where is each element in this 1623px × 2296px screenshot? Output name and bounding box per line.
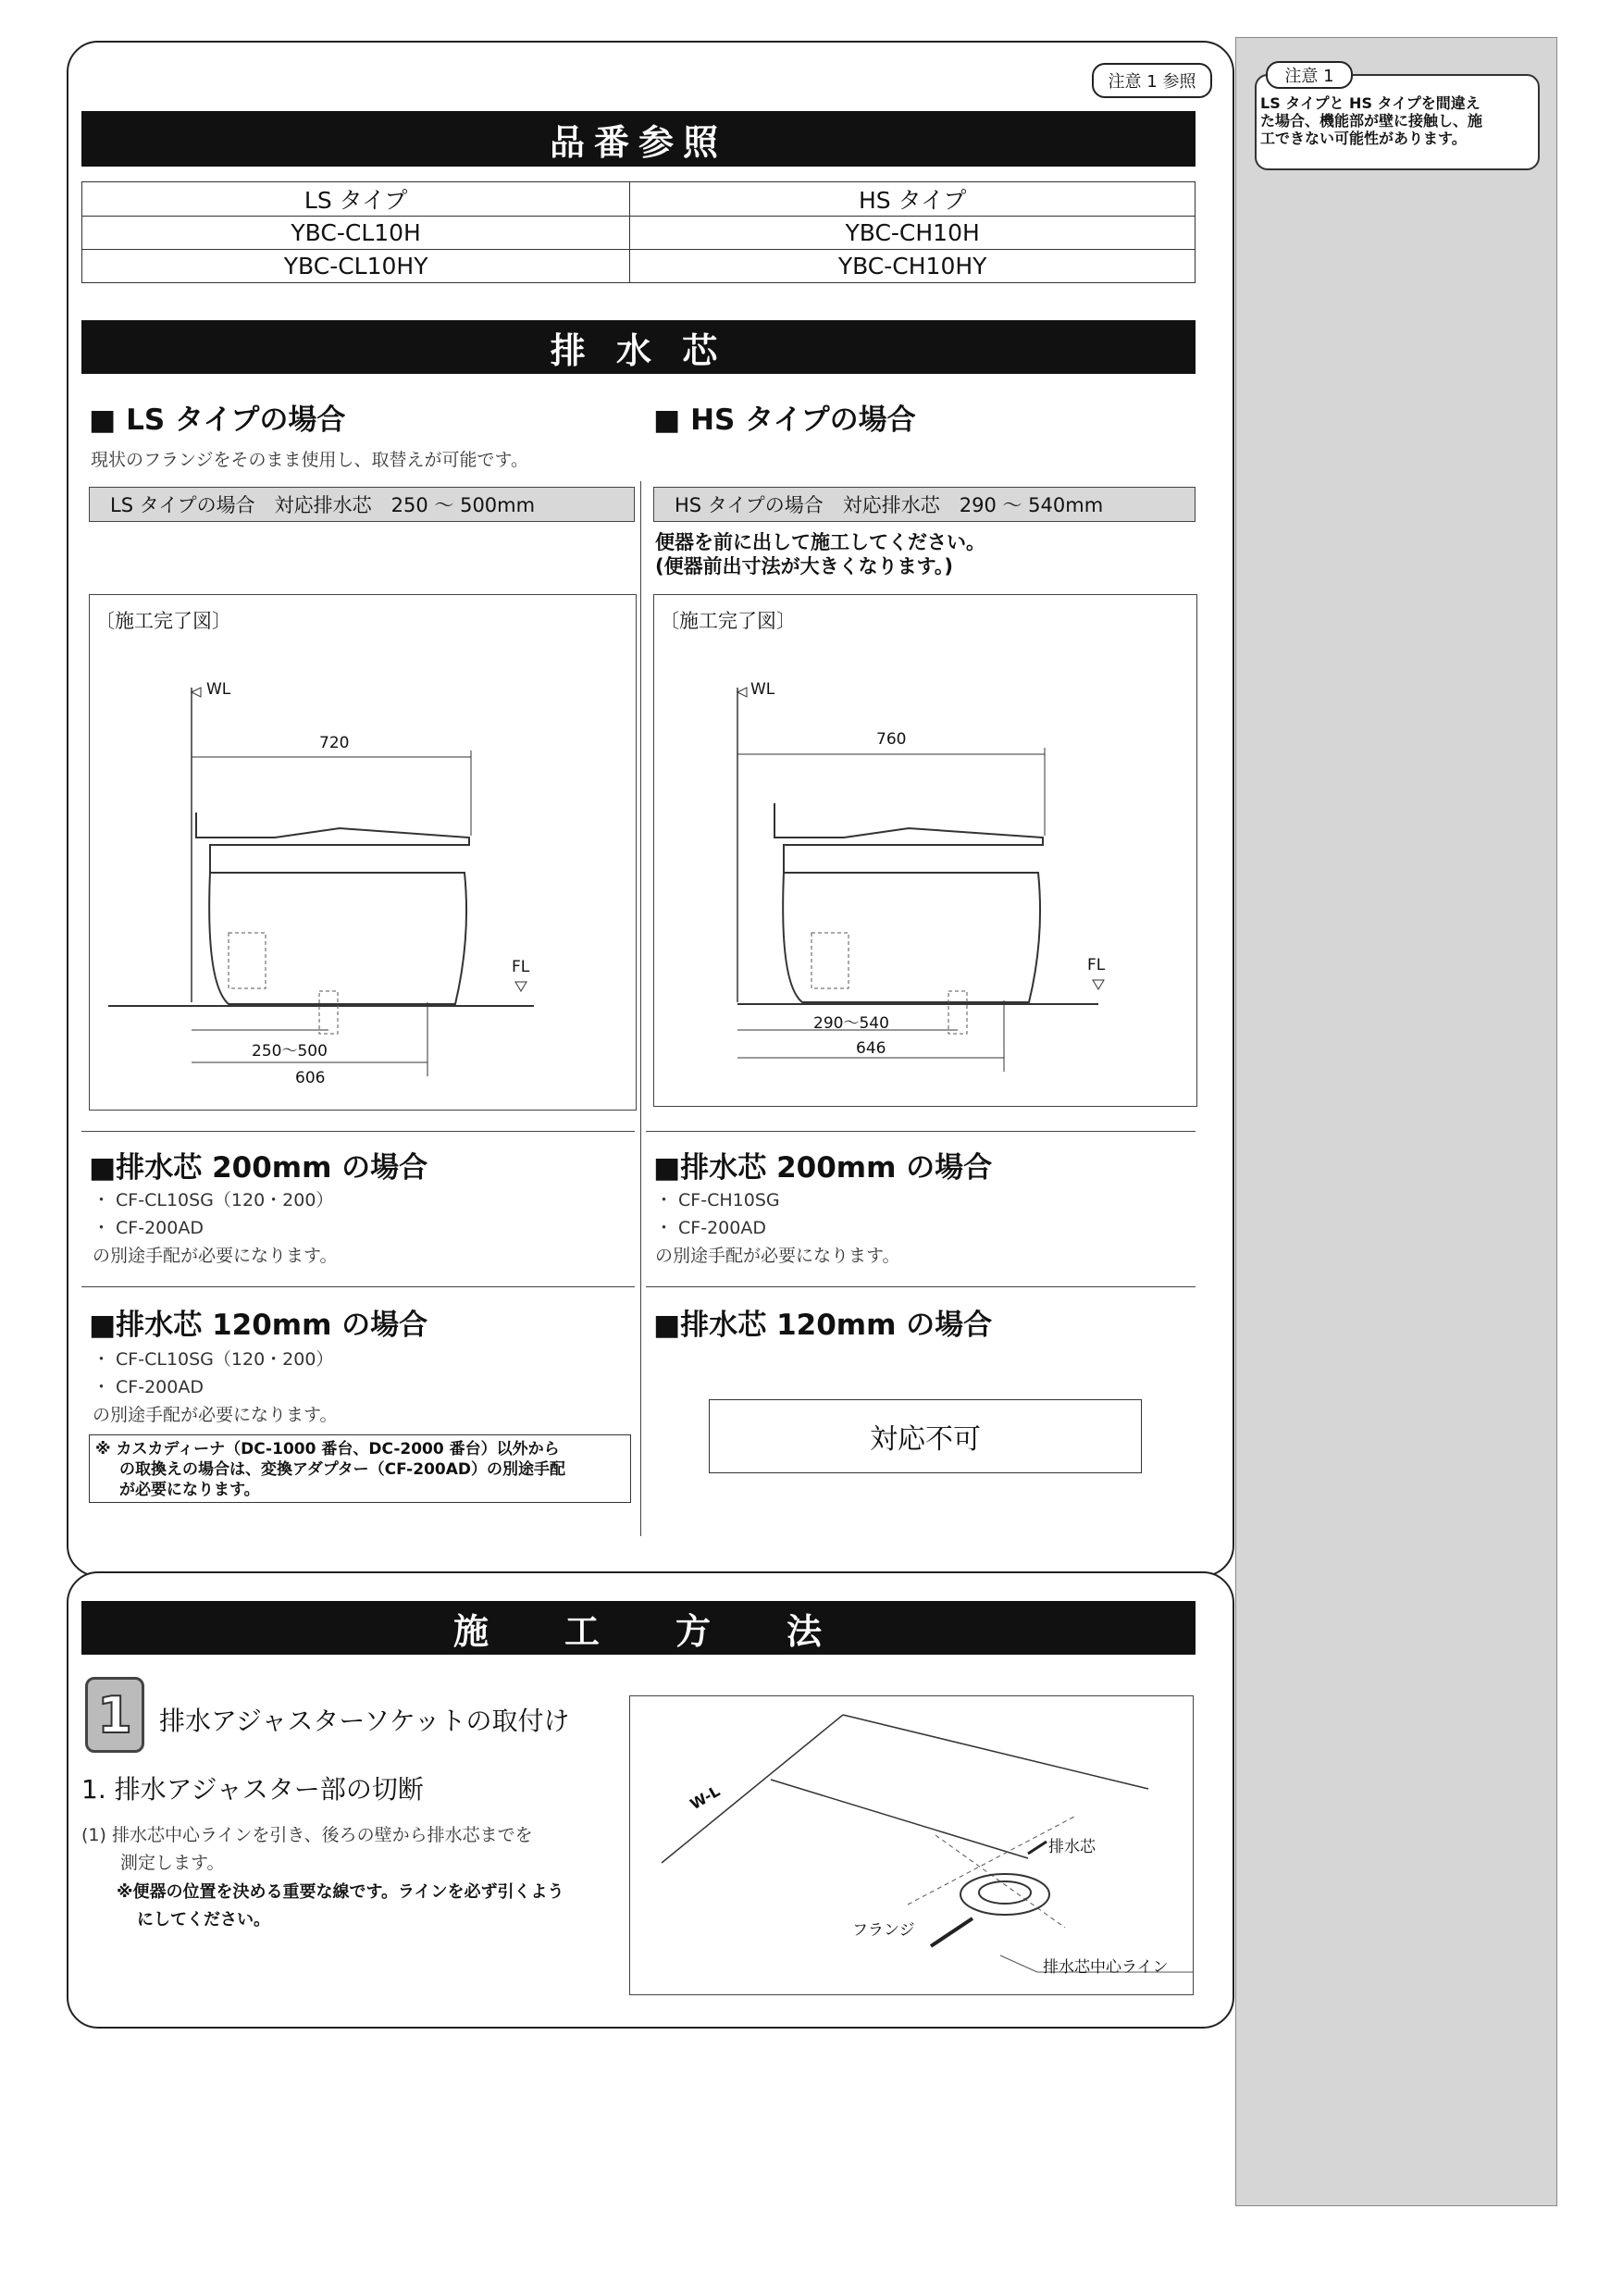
ls-120-list: ・ CF-CL10SG（120・200） ・ CF-200AD の別途手配が必要になります。 bbox=[93, 1349, 338, 1425]
hs-120-heading: ■排水芯 120mm の場合 bbox=[653, 1309, 993, 1342]
ls-diagram: 〔施工完了図〕 WL 720 FL 250～500 606 bbox=[89, 594, 637, 1111]
drain-figure: W-L 排水芯 フランジ 排水芯中心ライン bbox=[629, 1695, 1194, 1995]
ls-warning: ※ カスカディーナ（DC-1000 番台、DC-2000 番台）以外から の取換えの場合は、変換アダプター（CF-200AD）の別途手配 が必要になります。 bbox=[89, 1434, 631, 1503]
table-header: LS タイプ bbox=[82, 182, 630, 217]
section-title-part-number: 品番参照 bbox=[81, 111, 1196, 167]
ls-heading: ■ LS タイプの場合 bbox=[89, 403, 346, 437]
drain-figure-drawing bbox=[630, 1696, 1193, 1994]
hs-unsupported: 対応不可 bbox=[709, 1399, 1142, 1473]
ls-desc: 現状のフランジをそのまま使用し、取替えが可能です。 bbox=[91, 450, 529, 470]
table-cell: YBC-CL10H bbox=[82, 217, 630, 250]
note-text: LS タイプと HS タイプを間違え た場合、機能部が壁に接触し、施 工できない可能性があります。 bbox=[1260, 94, 1483, 147]
ls-200-heading: ■排水芯 200mm の場合 bbox=[89, 1151, 428, 1185]
step-number: 1 bbox=[85, 1677, 144, 1753]
hs-range: HS タイプの場合 対応排水芯 290 ～ 540mm bbox=[653, 487, 1196, 522]
ls-range: LS タイプの場合 対応排水芯 250 ～ 500mm bbox=[89, 487, 635, 522]
ls-toilet-drawing bbox=[90, 595, 636, 1110]
step-note: ※便器の位置を決める重要な線です。ラインを必ず引くよう にしてください。 bbox=[117, 1882, 564, 1930]
note-ref: 注意 1 参照 bbox=[1092, 63, 1212, 98]
table-header: HS タイプ bbox=[630, 182, 1196, 217]
divider bbox=[646, 1286, 1196, 1287]
step-instruction: (1) 排水芯中心ラインを引き、後ろの壁から排水芯までを 測定します。 bbox=[81, 1825, 533, 1873]
hs-200-list: ・ CF-CH10SG ・ CF-200AD の別途手配が必要になります。 bbox=[655, 1190, 900, 1266]
section-title-drain: 排 水 芯 bbox=[81, 320, 1196, 374]
divider bbox=[81, 1131, 635, 1132]
table-cell: YBC-CH10H bbox=[630, 217, 1196, 250]
hs-heading: ■ HS タイプの場合 bbox=[653, 403, 916, 437]
hs-desc-1: 便器を前に出して施工してください。 bbox=[655, 531, 985, 553]
table-cell: YBC-CH10HY bbox=[630, 250, 1196, 283]
ls-120-heading: ■排水芯 120mm の場合 bbox=[89, 1309, 428, 1342]
divider bbox=[81, 1286, 635, 1287]
column-divider bbox=[640, 481, 641, 1536]
ls-200-list: ・ CF-CL10SG（120・200） ・ CF-200AD の別途手配が必要になります。 bbox=[93, 1190, 338, 1266]
sidebar bbox=[1235, 37, 1557, 2206]
hs-desc-2: (便器前出寸法が大きくなります。) bbox=[655, 555, 954, 577]
step-subtitle: 1. 排水アジャスター部の切断 bbox=[81, 1774, 424, 1805]
hs-toilet-drawing bbox=[654, 595, 1196, 1106]
hs-diagram: 〔施工完了図〕 WL 760 FL 290～540 646 bbox=[653, 594, 1197, 1107]
divider bbox=[646, 1131, 1196, 1132]
hs-200-heading: ■排水芯 200mm の場合 bbox=[653, 1151, 993, 1185]
step-title: 排水アジャスターソケットの取付け bbox=[159, 1706, 570, 1736]
note-label: 注意 1 bbox=[1266, 61, 1353, 89]
part-number-table bbox=[81, 181, 1196, 283]
table-cell: YBC-CL10HY bbox=[82, 250, 630, 283]
section-title-method: 施 工 方 法 bbox=[81, 1601, 1196, 1655]
